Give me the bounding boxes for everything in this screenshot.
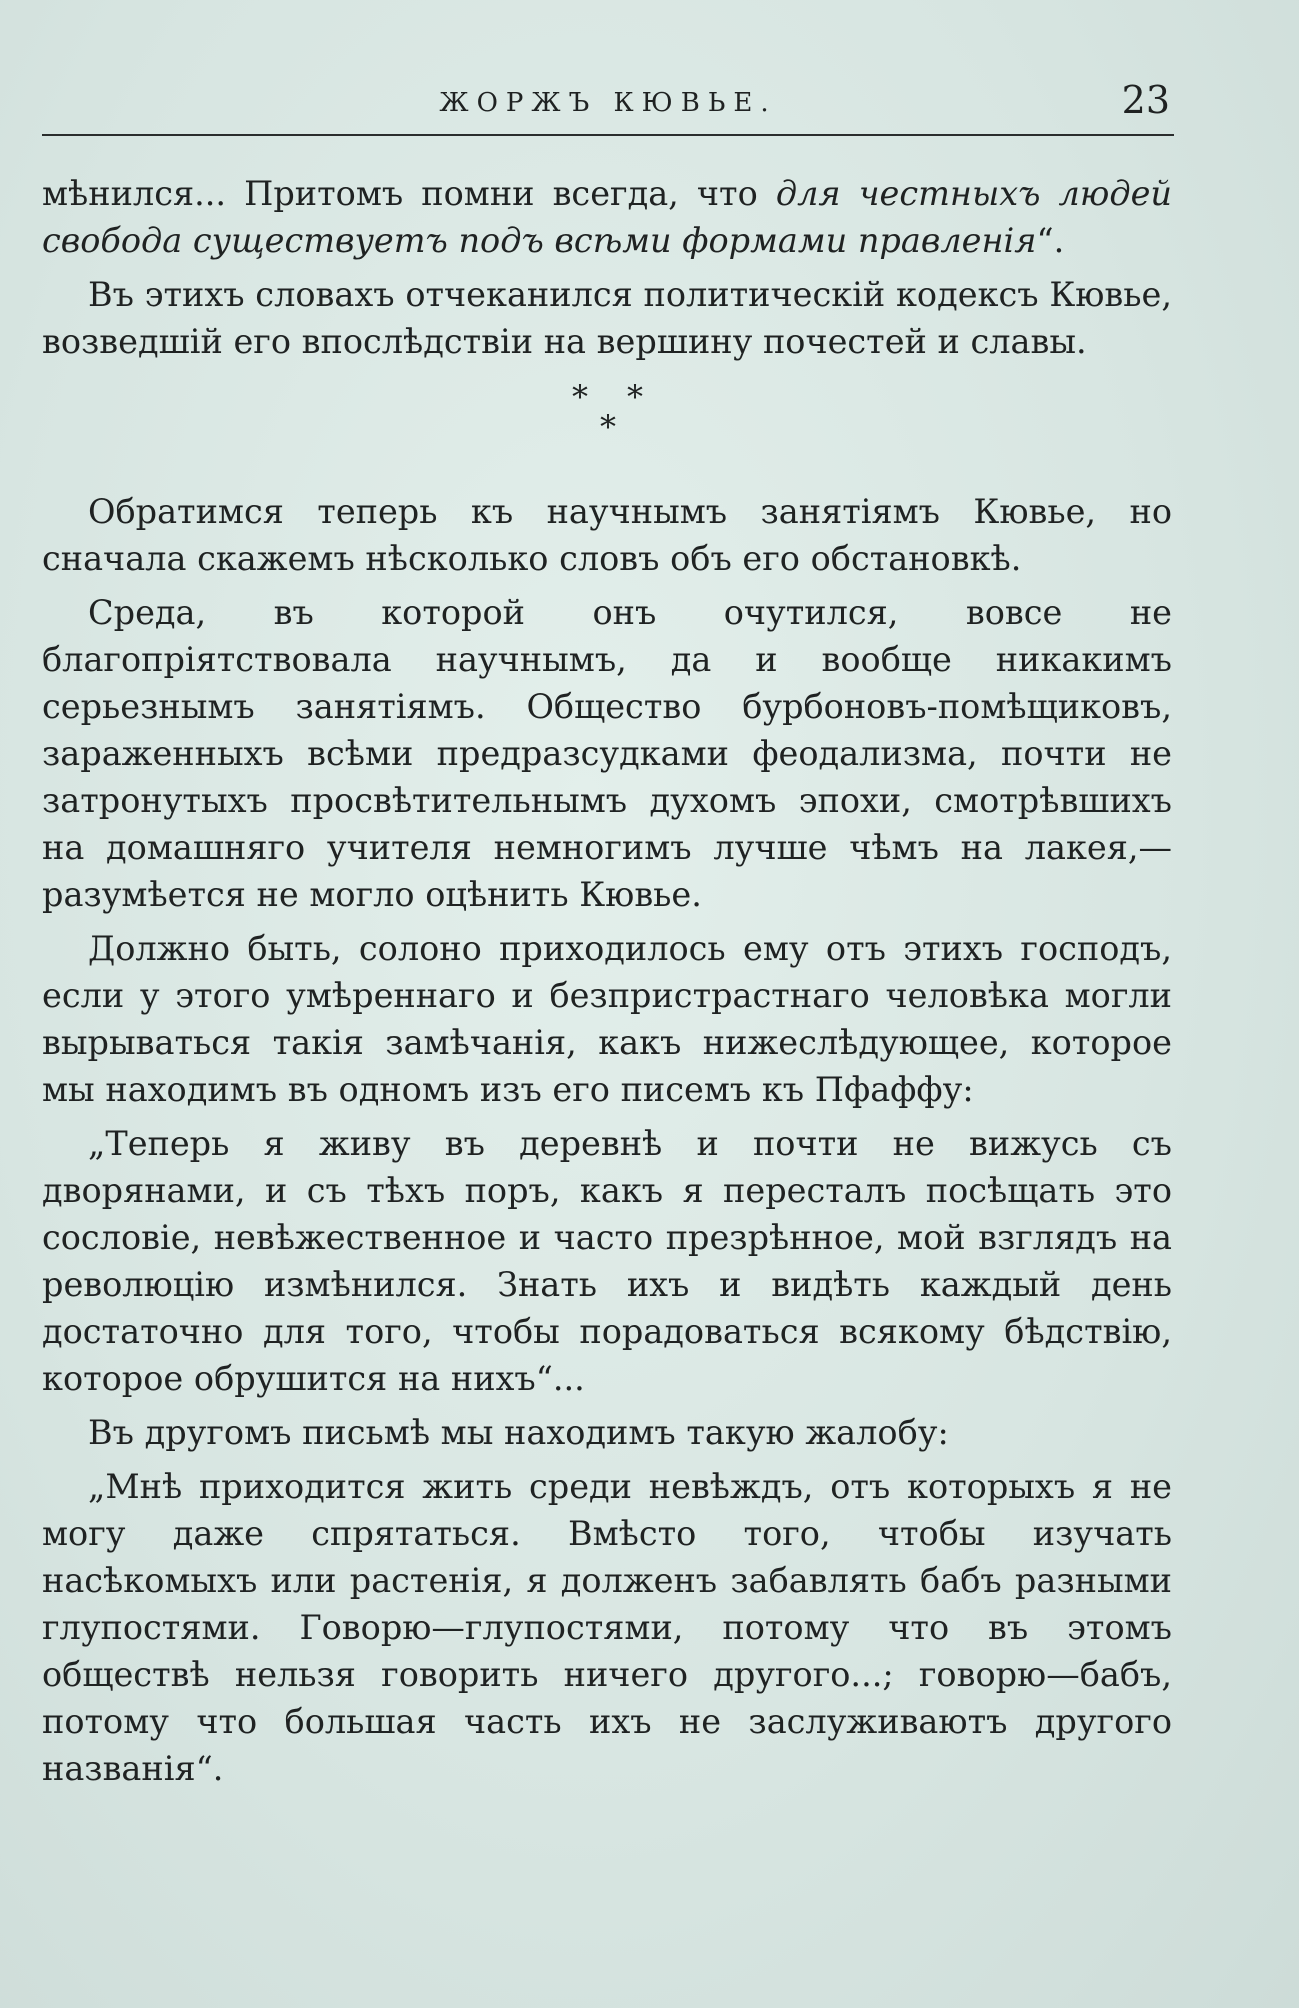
paragraph-5: Должно быть, солоно приходилось ему отъ этихъ господъ, если у этого умѣреннаго и безпристрастнаго человѣка могли вырываться такія замѣчанія, какъ нижеслѣдующее, которое мы находимъ въ одномъ изъ его писемъ къ Пфаффу:: [42, 929, 1172, 1109]
asterisk-left: *: [572, 378, 588, 416]
asterisk-bottom: *: [600, 408, 616, 446]
paragraph-4: Среда, въ которой онъ очутился, вовсе не благопріятствовала научнымъ, да и вообще никакимъ серьезнымъ занятіямъ. Общество бурбоновъ-помѣщиковъ, зараженныхъ всѣми предразсудками феодализма, почти не затронутыхъ просвѣтительнымъ духомъ эпохи, смотрѣвшихъ на домашняго учителя немногимъ лучше чѣмъ на лакея,—разумѣется не могло оцѣнить Кювье.: [42, 593, 1172, 914]
asterisk-right: *: [627, 378, 643, 416]
section-separator: [42, 372, 1172, 476]
body-text: [42, 170, 1172, 1799]
paragraph-1-start: мѣнился... Притомъ помни всегда, что: [42, 174, 776, 213]
paragraph-8-quote: „Мнѣ приходится жить среди невѣждъ, отъ которыхъ я не могу даже спрятаться. Вмѣсто того, чтобы изучать насѣкомыхъ или растенія, я долженъ забавлять бабъ разными глупостями. Говорю—глупостями, потому что въ этомъ обществѣ нельзя говорить ничего другого...; говорю—бабъ, потому что большая часть ихъ не заслуживаютъ другого названія“.: [42, 1467, 1172, 1788]
page-header: [42, 78, 1174, 136]
paragraph-1-italic: для честныхъ людей свобода существуетъ подъ всѣми формами правленія: [42, 174, 1172, 260]
paragraph-7: Въ другомъ письмѣ мы находимъ такую жалобу:: [88, 1413, 949, 1452]
paragraph-1-end: “.: [1036, 221, 1065, 260]
paragraph-2: Въ этихъ словахъ отчеканился политическій кодексъ Кювье, возведшій его впослѣдствіи на вершину почестей и славы.: [42, 275, 1172, 361]
paragraph-6-quote: „Теперь я живу въ деревнѣ и почти не вижусь съ дворянами, и съ тѣхъ поръ, какъ я пересталъ посѣщать это сословіе, невѣжественное и часто презрѣнное, мой взглядъ на революцію измѣнился. Знать ихъ и видѣть каждый день достаточно для того, чтобы порадоваться всякому бѣдствію, которое обрушится на нихъ“...: [42, 1124, 1172, 1398]
paragraph-1: [42, 170, 1172, 264]
paragraph-3: Обратимся теперь къ научнымъ занятіямъ Кювье, но сначала скажемъ нѣсколько словъ объ его обстановкѣ.: [42, 492, 1172, 578]
page-number: 23: [1121, 78, 1170, 122]
running-head: ЖОРЖЪ КЮВЬЕ.: [439, 88, 777, 118]
